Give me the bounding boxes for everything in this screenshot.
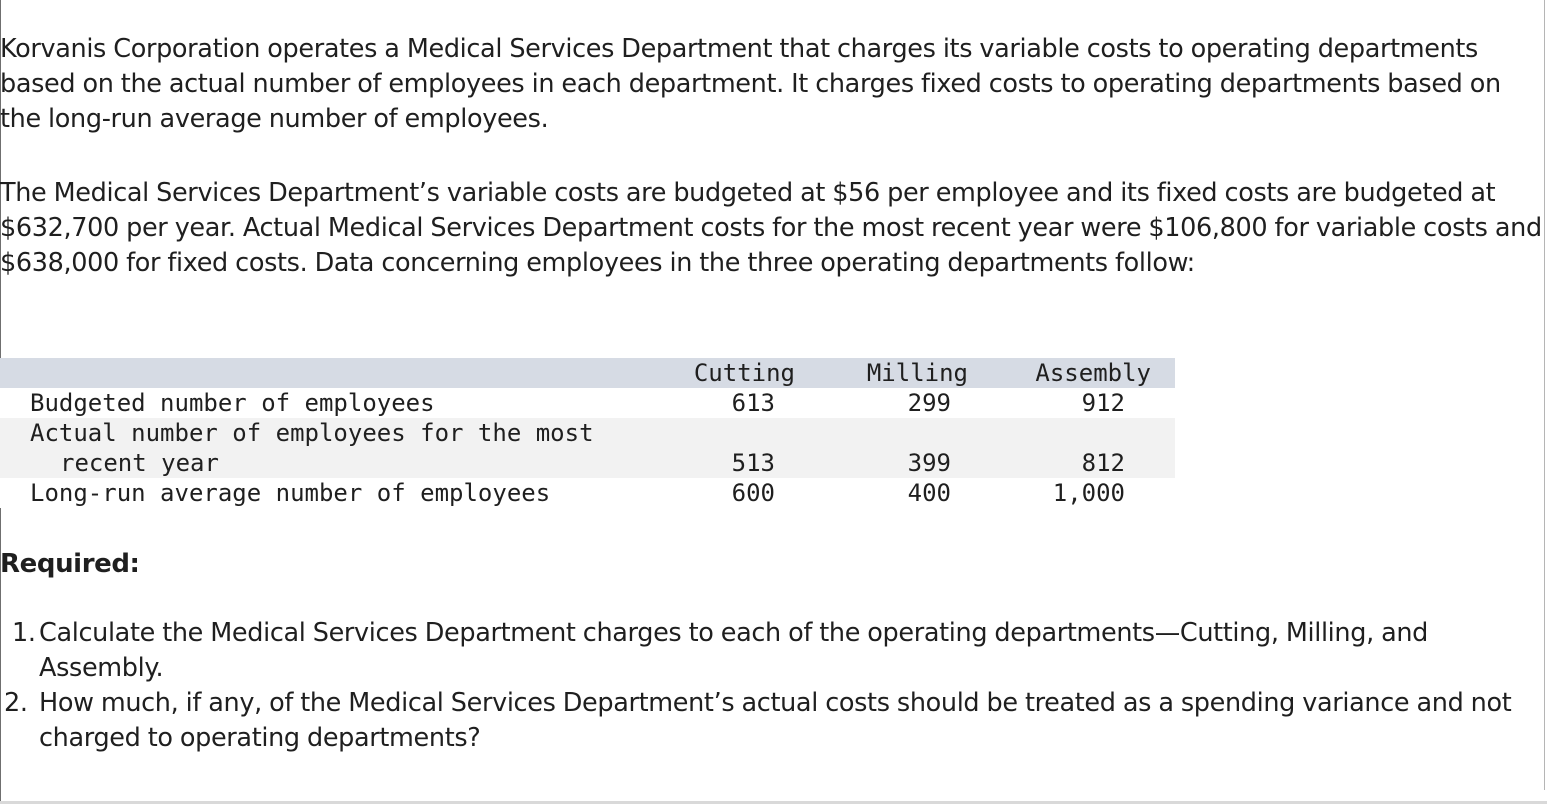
cell-assembly: 812 [1081,449,1125,477]
required-list [0,616,1545,756]
row-label-line-2: recent year [60,449,219,477]
cell-milling: 399 [907,449,951,477]
list-item-text: How much, if any, of the Medical Services Department’s actual costs should be treated as a spending variance and not charged to operating departments? [39,688,1512,753]
table-row-long-run [0,478,1175,508]
table-row-budgeted [0,388,1175,418]
row-label: Long-run average number of employees [30,479,551,507]
column-header-cutting: Cutting [693,359,795,387]
intro-paragraph-2: The Medical Services Department’s variable costs are budgeted at $56 per employee and its fixed costs are budgeted at $632,700 per year. Actual Medical Services Department costs for the most recent year were $106,800 for variable costs and $638,000 for fixed costs. Data concerning employees in the three operating departments follow: [0,178,1542,278]
required-heading: Required: [0,549,140,579]
cell-cutting: 600 [731,479,775,507]
cell-assembly: 1,000 [1052,479,1125,507]
cell-assembly: 912 [1081,389,1125,417]
cell-cutting: 613 [731,389,775,417]
row-label-line-1: Actual number of employees for the most [30,419,594,447]
row-label: Budgeted number of employees [30,389,435,417]
list-item-number: 2. [4,688,28,718]
list-item [0,616,1545,686]
list-item-number: 1. [12,618,36,648]
table-header-row [0,358,1175,388]
cell-milling: 299 [907,389,951,417]
table-row-actual [0,418,1175,478]
cell-milling: 400 [907,479,951,507]
intro-paragraph-1: Korvanis Corporation operates a Medical Services Department that charges its variable costs to operating departments based on the actual number of employees in each department. It charges fixed costs to operating departments based on the long-run average number of employees. [0,34,1501,134]
list-item-text: Calculate the Medical Services Department charges to each of the operating departments—Cutting, Milling, and Assembly. [39,618,1429,683]
column-header-assembly: Assembly [1035,359,1151,387]
column-header-milling: Milling [866,359,968,387]
employee-data-table [0,358,1175,508]
cell-cutting: 513 [731,449,775,477]
list-item [0,686,1545,756]
